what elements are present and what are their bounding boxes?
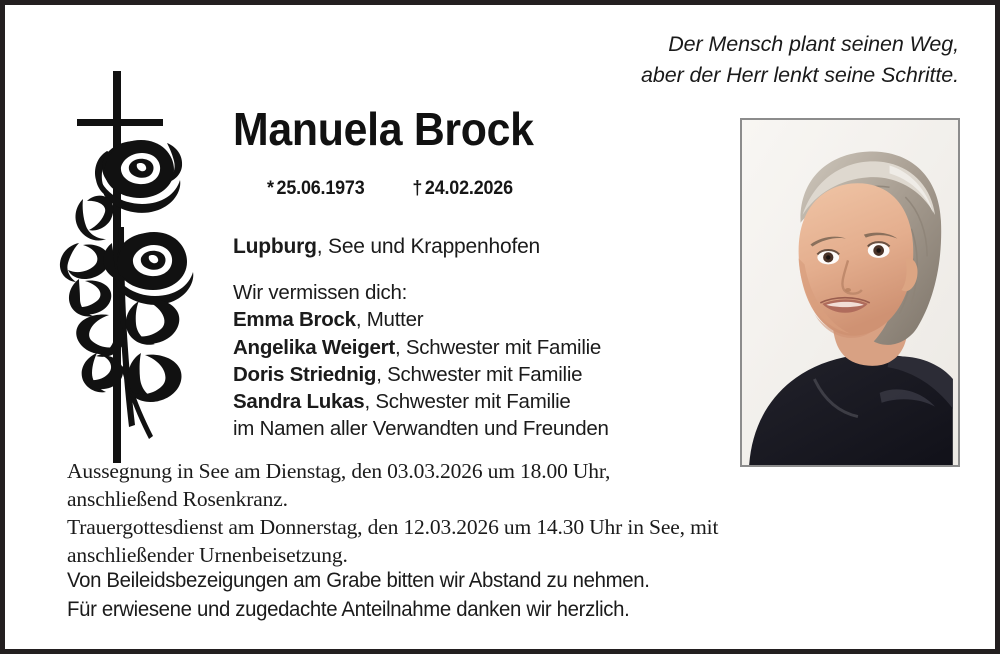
mourner-name: Sandra Lukas (233, 390, 365, 413)
list-item (233, 388, 609, 415)
mourner-name: Angelika Weigert (233, 335, 395, 359)
mourners-footer: im Namen aller Verwandten und Freunden (233, 417, 609, 441)
mourner-relation: , Mutter (355, 308, 424, 332)
motto-text (641, 29, 959, 90)
service-line: anschließend Rosenkranz. (67, 487, 288, 512)
motto-line-1: Der Mensch plant seinen Weg, (668, 32, 959, 56)
town-line (233, 235, 540, 259)
mourners-block (233, 279, 609, 443)
service-line: Trauergottesdienst am Donnerstag, den 12.03.2026 um 14.30 Uhr in See, mit (67, 515, 719, 540)
death-symbol: † (412, 177, 423, 199)
mourner-name: Emma Brock (233, 308, 356, 332)
birth-symbol: * (267, 177, 274, 199)
list-item (233, 306, 609, 333)
closing-line: Von Beileidsbezeigungen am Grabe bitten wir Abstand zu nehmen. (67, 569, 650, 592)
death-date: 24.02.2026 (424, 177, 513, 199)
list-item (233, 361, 609, 388)
service-line: anschließender Urnenbeisetzung. (67, 543, 348, 568)
portrait-photo (740, 118, 960, 467)
birth-date: 25.06.1973 (276, 177, 365, 199)
mourning-intro: Wir vermissen dich: (233, 281, 408, 304)
mourner-name: Doris Striednig (233, 362, 377, 386)
mourner-relation: , Schwester mit Familie (376, 362, 583, 386)
motto-line-2: aber der Herr lenkt seine Schritte. (641, 62, 959, 87)
notice-content (5, 5, 995, 649)
list-item (233, 334, 609, 361)
page-title: Manuela Brock (233, 103, 534, 155)
life-dates (267, 177, 513, 200)
closing-note (67, 567, 650, 625)
mourner-relation: , Schwester mit Familie (394, 335, 602, 359)
town-rest: , See und Krappenhofen (316, 235, 541, 258)
town-primary: Lupburg (233, 235, 317, 258)
closing-line: Für erwiesene und zugedachte Anteilnahme danken wir herzlich. (67, 597, 630, 621)
service-details (67, 457, 718, 570)
cross-with-roses-icon (49, 67, 199, 467)
service-line: Aussegnung in See am Dienstag, den 03.03.2026 um 18.00 Uhr, (67, 459, 611, 483)
mourner-relation: , Schwester mit Familie (364, 390, 571, 413)
